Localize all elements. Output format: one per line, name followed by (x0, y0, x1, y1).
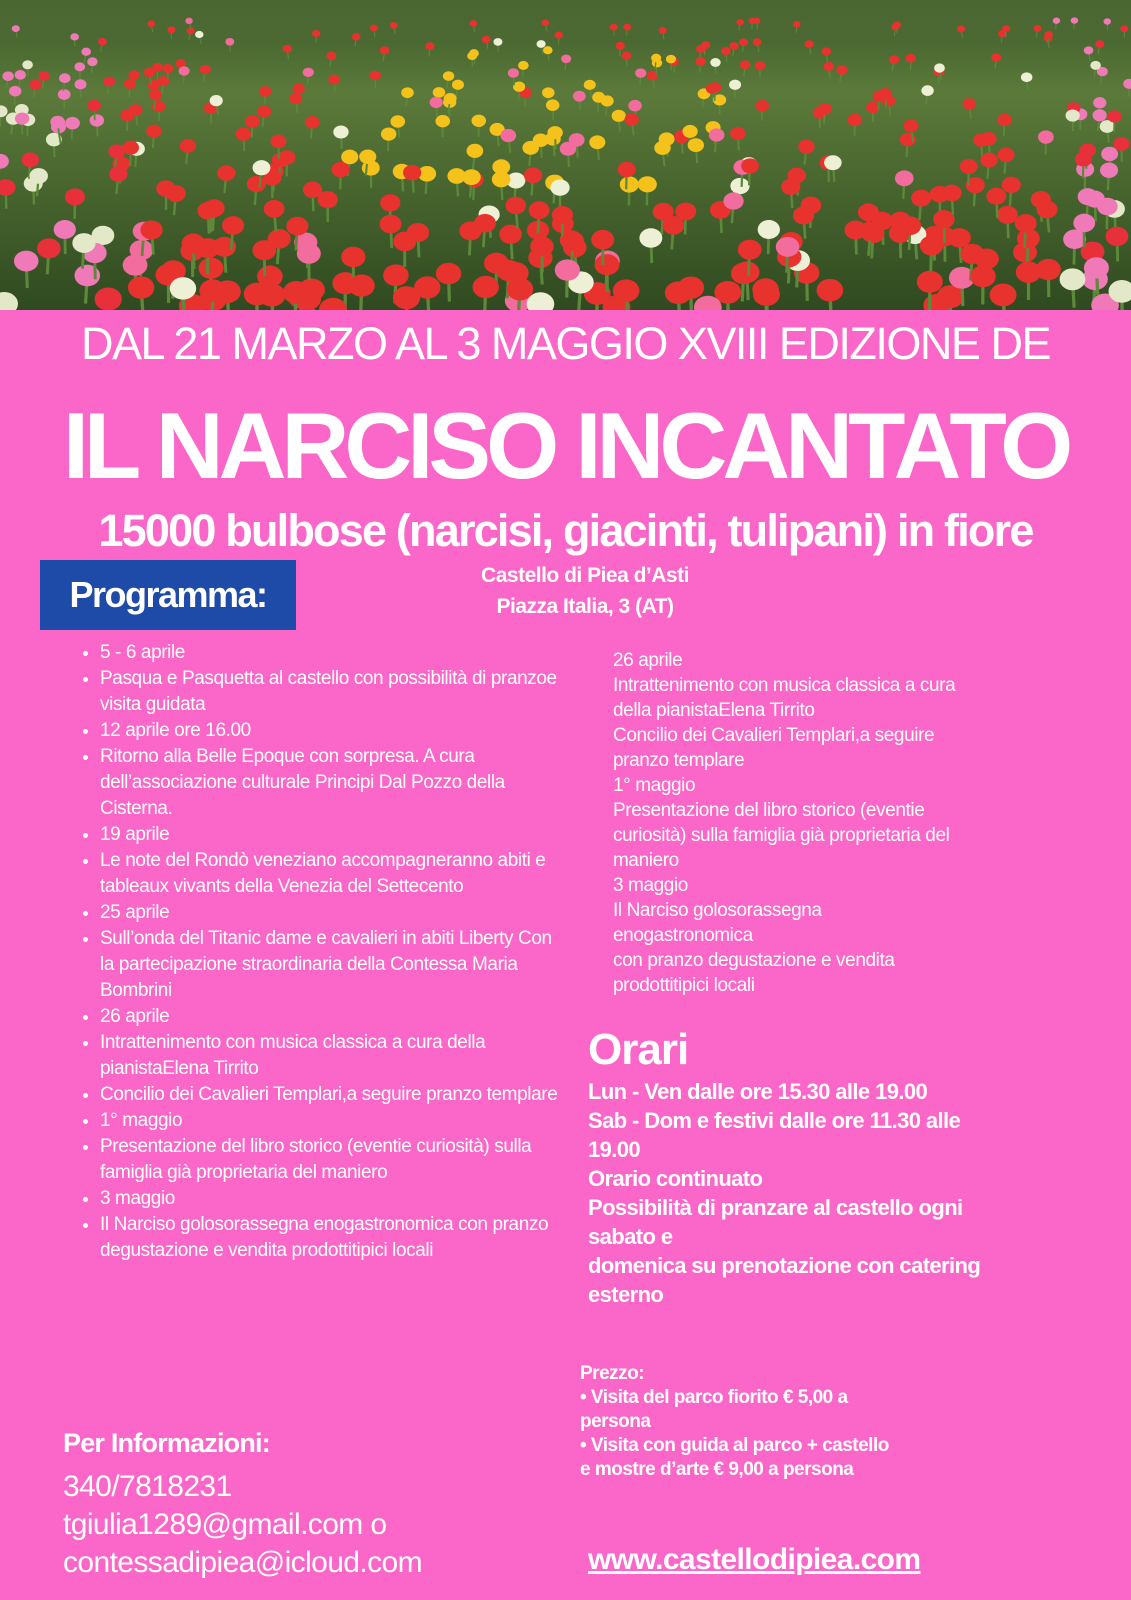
program-repeat-column (613, 648, 1033, 998)
program-line: 3 maggio (613, 875, 688, 896)
program-line: maniero (613, 850, 679, 871)
website-link[interactable]: www.castellodipiea.com (588, 1543, 921, 1576)
program-line: Il Narciso golosorassegna (613, 900, 822, 921)
program-line: 1° maggio (613, 775, 696, 796)
program-badge: Programma: (40, 560, 296, 630)
program-item: • 25 aprile (100, 900, 560, 926)
info-contacts (63, 1468, 422, 1582)
hours-line: sabato e (588, 1224, 673, 1249)
hours-heading: Orari (588, 1025, 689, 1074)
program-line: prodottitipici locali (613, 975, 755, 996)
program-item: • 12 aprile ore 16.00 (100, 718, 560, 744)
program-item: • Intrattenimento con musica classica a cura della pianistaElena Tirrito (100, 1030, 560, 1082)
price-heading: Prezzo: (580, 1363, 645, 1384)
program-line: pranzo templare (613, 750, 745, 771)
program-list (78, 640, 560, 1264)
event-title: IL NARCISO INCANTATO (62, 393, 1069, 498)
program-item: • 19 aprile (100, 822, 560, 848)
info-heading: Per Informazioni: (63, 1428, 270, 1458)
program-item: • 26 aprile (100, 1004, 560, 1030)
venue-street: Piazza Italia, 3 (AT) (496, 595, 674, 618)
header-photo-tulips (0, 0, 1131, 310)
program-line: Concilio dei Cavalieri Templari,a seguire (613, 725, 935, 746)
venue-name: Castello di Piea d’Asti (481, 564, 689, 587)
program-line: Intrattenimento con musica classica a cura (613, 675, 956, 696)
price-line: e mostre d’arte € 9,00 a persona (580, 1459, 854, 1480)
program-item: • 5 - 6 aprile (100, 640, 560, 666)
program-item: • 1° maggio (100, 1108, 560, 1134)
tulip-field-image (0, 0, 1131, 310)
program-item: • 3 maggio (100, 1186, 560, 1212)
hours-line: Possibilità di pranzare al castello ogni (588, 1195, 963, 1220)
program-item: • Presentazione del libro storico (eventie curiosità) sulla famiglia già proprietaria del maniero (100, 1134, 560, 1186)
program-item: • Pasqua e Pasquetta al castello con possibilità di pranzoe visita guidata (100, 666, 560, 718)
hours-line: Lun - Ven dalle ore 15.30 alle 19.00 (588, 1079, 928, 1104)
hours-line: domenica su prenotazione con catering (588, 1253, 981, 1278)
program-line: curiosità) sulla famiglia già proprietaria del (613, 825, 950, 846)
hours-line: Sab - Dom e festivi dalle ore 11.30 alle (588, 1108, 961, 1133)
price-line: • Visita del parco fiorito € 5,00 a (580, 1387, 848, 1408)
phone-number[interactable]: 340/7818231 (63, 1470, 232, 1503)
hours-details (588, 1077, 1058, 1309)
price-line: • Visita con guida al parco + castello (580, 1435, 889, 1456)
edition-subtitle: DAL 21 MARZO AL 3 MAGGIO XVIII EDIZIONE DE (81, 318, 1050, 369)
program-line: 26 aprile (613, 650, 683, 671)
event-tagline: 15000 bulbose (narcisi, giacinti, tulipani) in fiore (98, 505, 1033, 556)
program-item: • Il Narciso golosorassegna enogastronomica con pranzo degustazione e vendita prodottitipici locali (100, 1212, 560, 1264)
program-line: enogastronomica (613, 925, 753, 946)
email-primary[interactable]: tgiulia1289@gmail.com o (63, 1508, 387, 1541)
email-secondary[interactable]: contessadipiea@icloud.com (63, 1546, 422, 1579)
program-item: • Concilio dei Cavalieri Templari,a seguire pranzo templare (100, 1082, 560, 1108)
hours-line: 19.00 (588, 1137, 641, 1162)
program-item: • Sull’onda del Titanic dame e cavalieri in abiti Liberty Con la partecipazione straordinaria della Contessa Maria Bombrini (100, 926, 560, 1004)
program-line: con pranzo degustazione e vendita (613, 950, 895, 971)
hours-line: esterno (588, 1282, 664, 1307)
price-line: persona (580, 1411, 651, 1432)
program-line: Presentazione del libro storico (eventie (613, 800, 925, 821)
venue-address (390, 560, 780, 622)
program-line: della pianistaElena Tirrito (613, 700, 815, 721)
hours-line: Orario continuato (588, 1166, 763, 1191)
program-item: • Ritorno alla Belle Epoque con sorpresa. A cura dell’associazione culturale Principi Dal Pozzo della Cisterna. (100, 744, 560, 822)
program-item: • Le note del Rondò veneziano accompagneranno abiti e tableaux vivants della Venezia del Settecento (100, 848, 560, 900)
price-block (580, 1362, 980, 1482)
